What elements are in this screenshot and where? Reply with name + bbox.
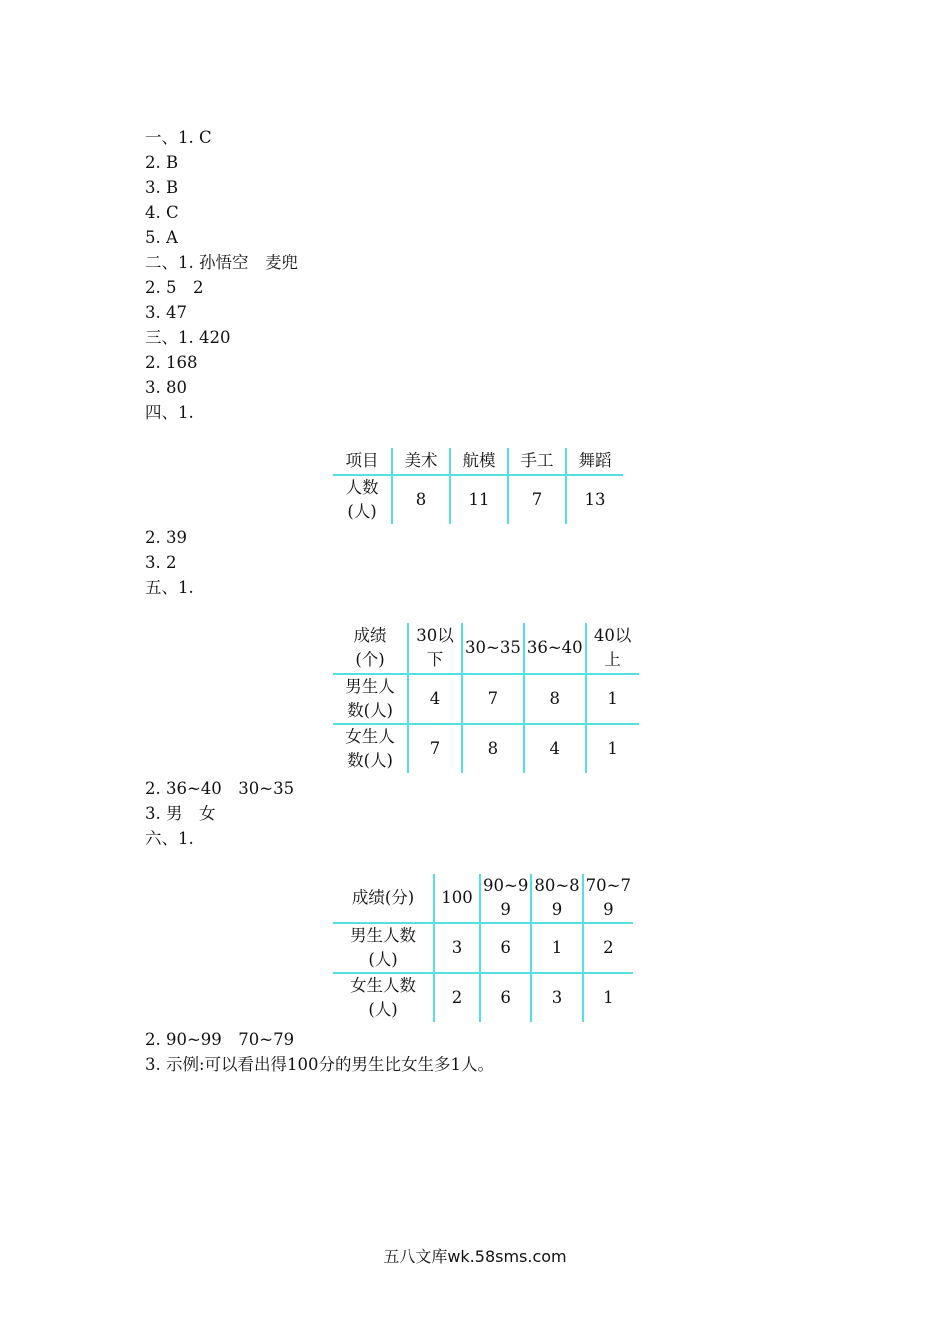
section-heading: 四、1. bbox=[145, 403, 194, 422]
table-cell: 1 bbox=[583, 973, 633, 1022]
table-cell: 30~35 bbox=[462, 623, 524, 674]
table-cell: 7 bbox=[508, 475, 566, 524]
table-cell: 成绩(分) bbox=[333, 874, 434, 923]
table-cell: 30以 下 bbox=[408, 623, 462, 674]
table-scores-5 bbox=[333, 623, 639, 773]
table-cell: 1 bbox=[586, 724, 639, 773]
table-cell: 女生人数 (人) bbox=[333, 973, 434, 1022]
table-cell: 成绩 (个) bbox=[333, 623, 408, 674]
table-cell: 4 bbox=[408, 674, 462, 724]
table-cell: 8 bbox=[392, 475, 450, 524]
answer-line: 3. 47 bbox=[145, 303, 187, 322]
answer-line: 3. 80 bbox=[145, 378, 187, 397]
table-cell: 13 bbox=[566, 475, 623, 524]
table-cell: 1 bbox=[586, 674, 639, 724]
table-cell: 手工 bbox=[508, 448, 566, 475]
table-cell: 2 bbox=[583, 923, 633, 973]
table-cell: 3 bbox=[531, 973, 582, 1022]
answer-line: 2. 39 bbox=[145, 528, 187, 547]
answer-line: 3. 男 女 bbox=[145, 804, 216, 823]
table-cell: 70~7 9 bbox=[583, 874, 633, 923]
answer-line: 3. 2 bbox=[145, 553, 177, 572]
table-row bbox=[333, 874, 633, 923]
table-cell: 6 bbox=[480, 973, 531, 1022]
table-cell: 6 bbox=[480, 923, 531, 973]
table-cell: 项目 bbox=[333, 448, 392, 475]
table-cell: 1 bbox=[531, 923, 582, 973]
answer-line: 2. 90~99 70~79 bbox=[145, 1030, 295, 1049]
table-cell: 3 bbox=[434, 923, 480, 973]
table-cell: 人数 (人) bbox=[333, 475, 392, 524]
table-cell: 舞蹈 bbox=[566, 448, 623, 475]
table-cell: 100 bbox=[434, 874, 480, 923]
table-cell: 80~8 9 bbox=[531, 874, 582, 923]
table-cell: 男生人数 (人) bbox=[333, 923, 434, 973]
section-heading: 五、1. bbox=[145, 578, 194, 597]
table-cell: 美术 bbox=[392, 448, 450, 475]
table-row bbox=[333, 448, 623, 475]
table-row bbox=[333, 623, 639, 674]
table-cell: 40以 上 bbox=[586, 623, 639, 674]
table-cell: 8 bbox=[524, 674, 586, 724]
table-cell: 36~40 bbox=[524, 623, 586, 674]
section-heading: 六、1. bbox=[145, 829, 194, 848]
answer-line: 5. A bbox=[145, 228, 178, 247]
table-cell: 90~9 9 bbox=[480, 874, 531, 923]
answer-line: 二、1. 孙悟空 麦兜 bbox=[145, 253, 298, 272]
answer-line: 一、1. C bbox=[145, 128, 212, 147]
table-row bbox=[333, 674, 639, 724]
table-interest-groups bbox=[333, 448, 623, 524]
answer-line: 3. B bbox=[145, 178, 179, 197]
answer-line: 三、1. 420 bbox=[145, 328, 231, 347]
table-cell: 2 bbox=[434, 973, 480, 1022]
answer-line: 2. 168 bbox=[145, 353, 198, 372]
table-cell: 8 bbox=[462, 724, 524, 773]
table-cell: 11 bbox=[450, 475, 508, 524]
table-row bbox=[333, 475, 623, 524]
table-row bbox=[333, 724, 639, 773]
table-cell: 7 bbox=[462, 674, 524, 724]
footer-watermark: 五八文库wk.58sms.com bbox=[383, 1247, 567, 1266]
table-cell: 航模 bbox=[450, 448, 508, 475]
table-cell: 女生人 数(人) bbox=[333, 724, 408, 773]
table-row bbox=[333, 973, 633, 1022]
answer-line: 2. 5 2 bbox=[145, 278, 204, 297]
answer-line: 4. C bbox=[145, 203, 179, 222]
answer-line: 2. 36~40 30~35 bbox=[145, 779, 295, 798]
table-cell: 4 bbox=[524, 724, 586, 773]
answer-line: 2. B bbox=[145, 153, 179, 172]
table-row bbox=[333, 923, 633, 973]
table-cell: 7 bbox=[408, 724, 462, 773]
table-cell: 男生人 数(人) bbox=[333, 674, 408, 724]
table-scores-6 bbox=[333, 874, 633, 1022]
answer-line: 3. 示例:可以看出得100分的男生比女生多1人。 bbox=[145, 1055, 495, 1074]
